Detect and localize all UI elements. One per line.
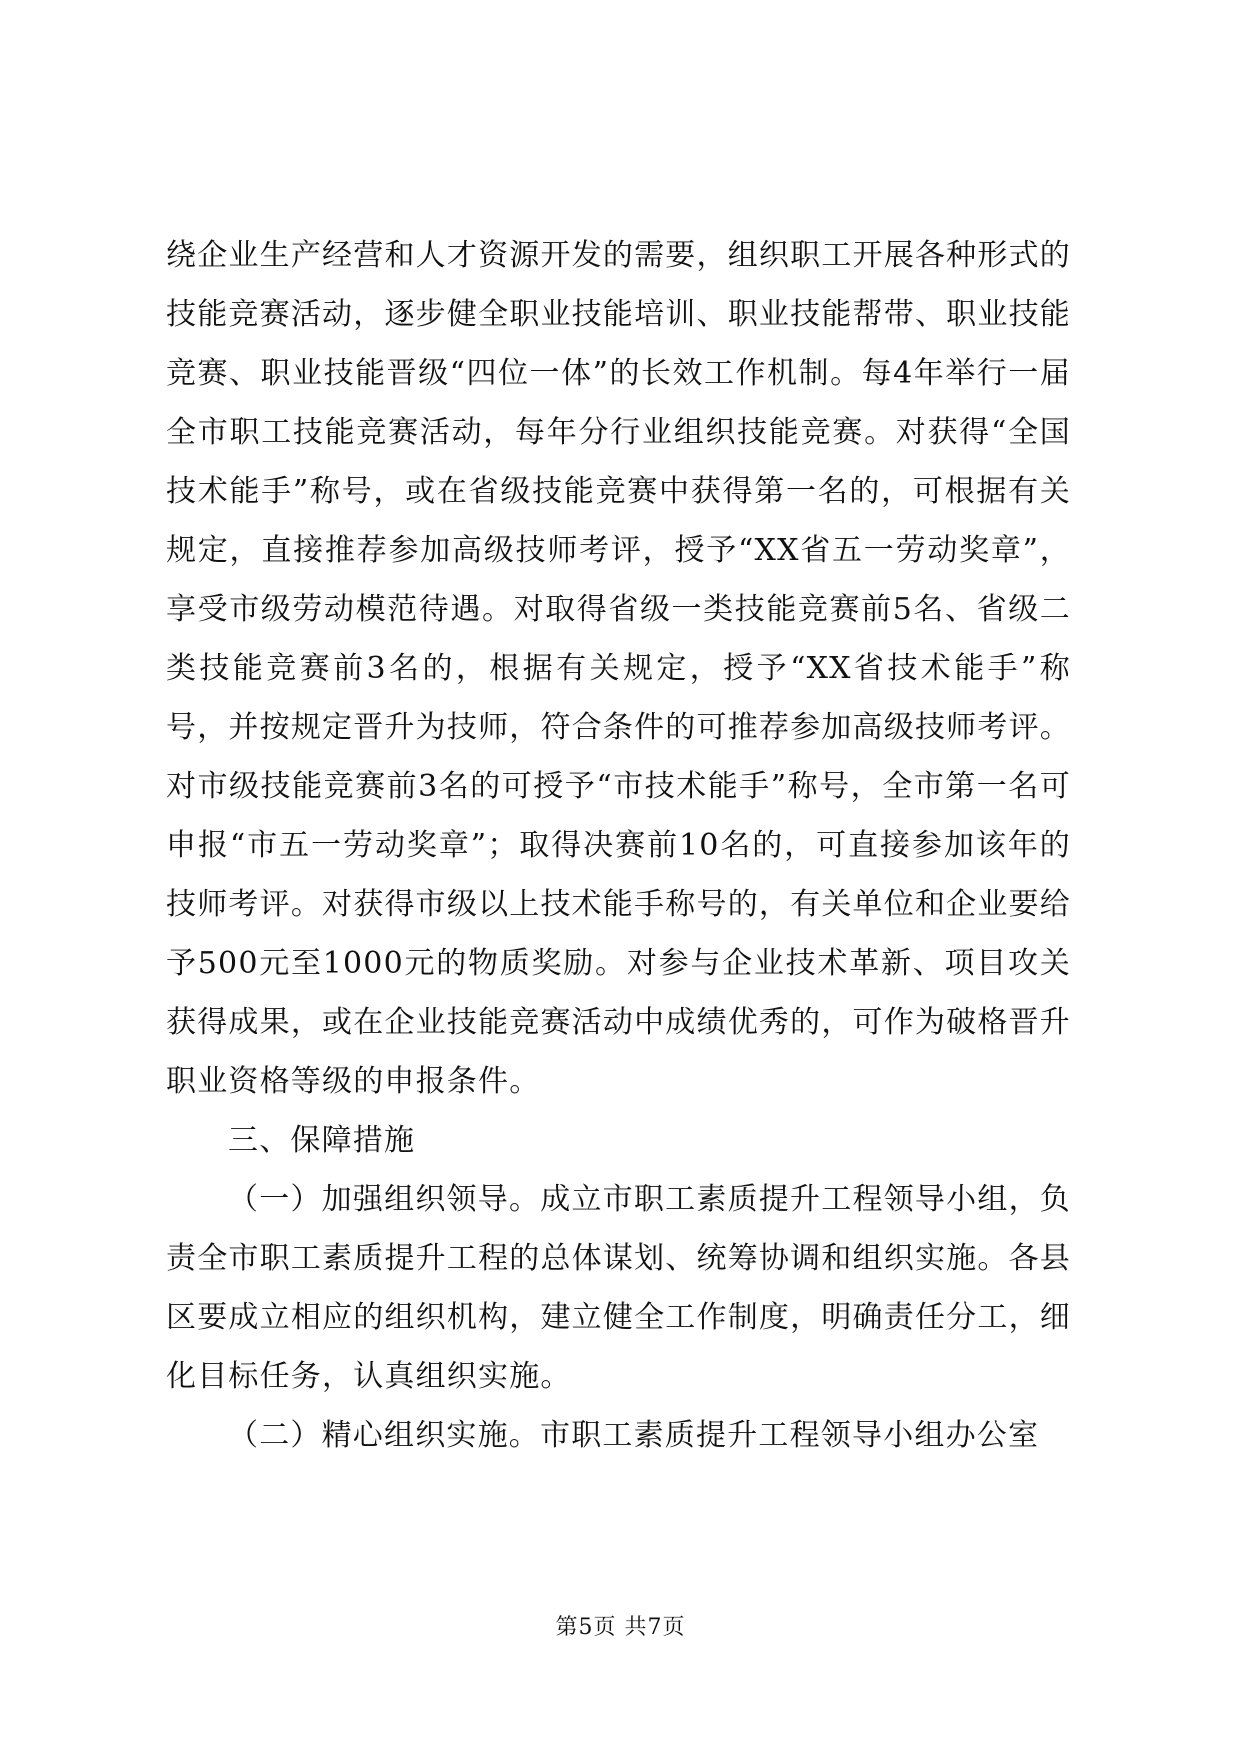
document-body (166, 226, 1071, 1465)
paragraph-organization-leadership: （一）加强组织领导。成立市职工素质提升工程领导小组，负责全市职工素质提升工程的总体谋划、统筹协调和组织实施。各县区要成立相应的组织机构，建立健全工作制度，明确责任分工，细化目标任务，认真组织实施。 (166, 1182, 1071, 1394)
paragraph-skill-competition: 绕企业生产经营和人才资源开发的需要，组织职工开展各种形式的技能竞赛活动，逐步健全职业技能培训、职业技能帮带、职业技能竞赛、职业技能晋级“四位一体”的长效工作机制。每4年举行一届全市职工技能竞赛活动，每年分行业组织技能竞赛。对获得“全国技术能手”称号，或在省级技能竞赛中获得第一名的，可根据有关规定，直接推荐参加高级技师考评，授予“XX省五一劳动奖章”，享受市级劳动模范待遇。对取得省级一类技能竞赛前5名、省级二类技能竞赛前3名的，根据有关规定，授予“XX省技术能手”称号，并按规定晋升为技师，符合条件的可推荐参加高级技师考评。对市级技能竞赛前3名的可授予“市技术能手”称号，全市第一名可申报“市五一劳动奖章”；取得决赛前10名的，可直接参加该年的技师考评。对获得市级以上技术能手称号的，有关单位和企业要给予500元至1000元的物质奖励。对参与企业技术革新、项目攻关获得成果，或在企业技能竞赛活动中成绩优秀的，可作为破格晋升职业资格等级的申报条件。 (166, 238, 1071, 1099)
section-heading-safeguards: 三、保障措施 (228, 1123, 416, 1158)
paragraph-implementation: （二）精心组织实施。市职工素质提升工程领导小组办公室 (228, 1418, 1040, 1453)
page-number-footer: 第5页 共7页 (555, 1615, 686, 1640)
